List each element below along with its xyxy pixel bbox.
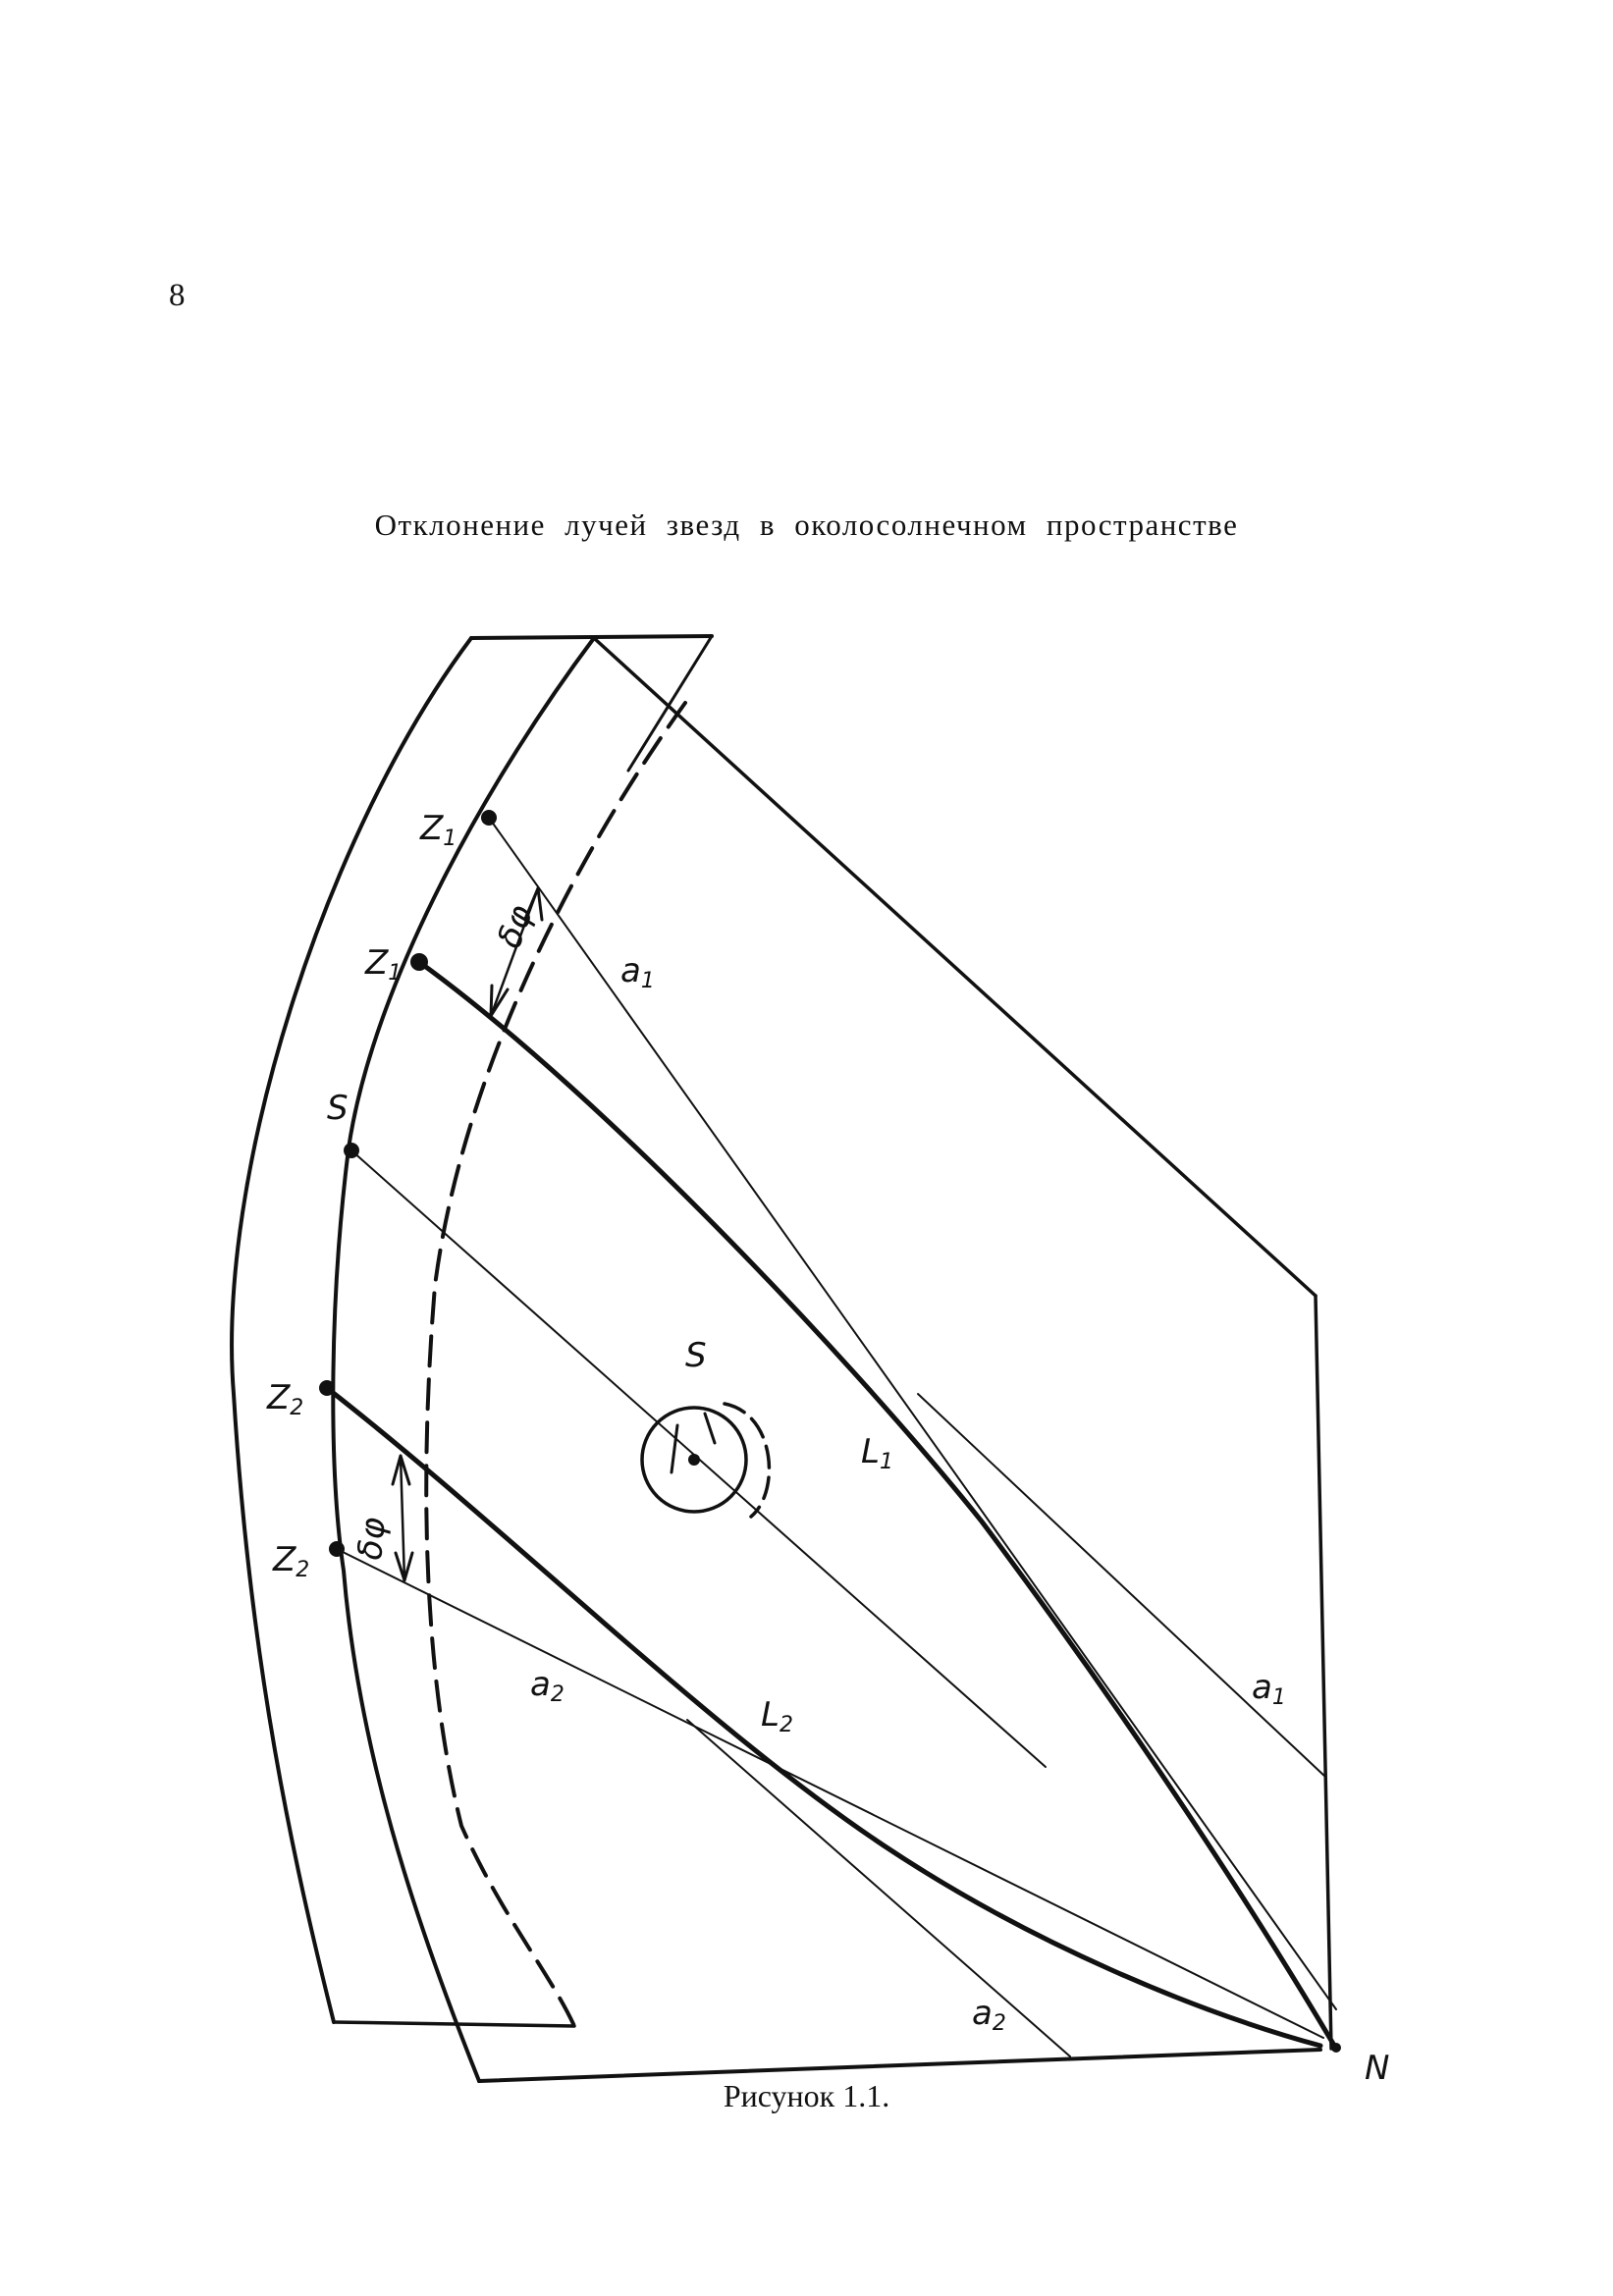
bottom-edge <box>479 2050 1320 2081</box>
label-sun: S <box>685 1336 707 1375</box>
inner-arc <box>333 638 594 2081</box>
label-n: N <box>1365 2049 1390 2088</box>
figure-caption: Рисунок 1.1. <box>723 2078 890 2113</box>
label-a2: a2 <box>972 1994 1006 2036</box>
label-l1: L1 <box>861 1432 893 1474</box>
label-s-prime: S <box>327 1089 349 1128</box>
point-s-prime <box>344 1143 359 1158</box>
path-l1 <box>419 962 1333 2044</box>
page-title: Отклонение лучей звезд в околосолнечном пространстве <box>374 507 1239 542</box>
point-z2-prime <box>329 1541 345 1557</box>
right-upper-diag <box>594 638 1316 1296</box>
top-edge <box>471 636 712 638</box>
right-edge <box>1316 1296 1331 2049</box>
point-z1-prime <box>481 810 497 826</box>
label-z2: Z2 <box>267 1378 304 1420</box>
label-z2-prime: Z2 <box>273 1540 310 1582</box>
path-l2 <box>327 1388 1320 2046</box>
point-z2 <box>319 1380 335 1396</box>
label-z1: Z1 <box>365 943 403 986</box>
label-dphi-upper: δφ <box>489 899 542 954</box>
point-sun-center <box>688 1454 700 1466</box>
label-z1-prime: Z1 <box>420 809 457 851</box>
dphi-lower-arrow <box>401 1456 404 1580</box>
label-a1-prime: a1 <box>620 951 655 993</box>
bottom-dashed-end <box>334 2022 574 2026</box>
ray-a1-prime <box>489 818 1336 2009</box>
dashed-arc <box>426 703 685 2026</box>
page-number: 8 <box>169 278 186 313</box>
label-a2-prime: a2 <box>530 1665 565 1707</box>
point-z1 <box>410 953 428 971</box>
label-dphi-lower: δφ <box>350 1516 394 1562</box>
point-n <box>1331 2043 1341 2053</box>
top-right-diag <box>628 636 712 771</box>
label-a1: a1 <box>1252 1668 1286 1710</box>
label-l2: L2 <box>761 1695 793 1737</box>
ray-a2 <box>687 1720 1070 2056</box>
